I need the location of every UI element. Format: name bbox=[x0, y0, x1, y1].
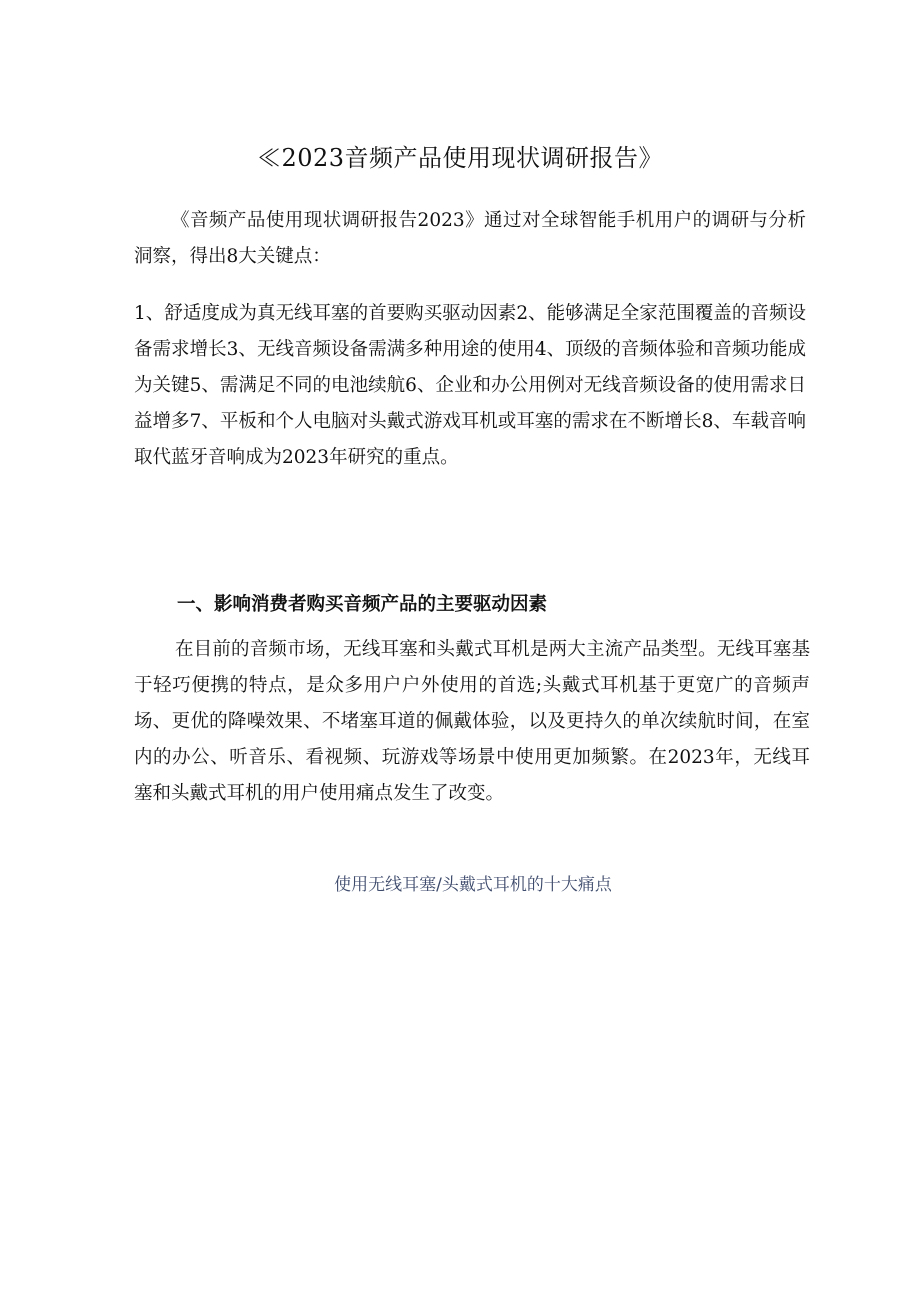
figure-caption: 使用无线耳塞/头戴式耳机的十大痛点 bbox=[334, 875, 612, 895]
key-points-paragraph: 1、舒适度成为真无线耳塞的首要购买驱动因素2、能够满足全家范围覆盖的音频设备需求增长3、无线音频设备需满多种用途的使用4、顶级的音频体验和音频功能成为关键5、需满足不同的电池续航6、企业和办公用例对无线音频设备的使用需求日益增多7、平板和个人电脑对头戴式游戏耳机或耳塞的需求在不断增长8、车载音响取代蓝牙音响成为2023年研究的重点。 bbox=[134, 303, 806, 468]
section-body-paragraph: 在目前的音频市场，无线耳塞和头戴式耳机是两大主流产品类型。无线耳塞基于轻巧便携的特点，是众多用户户外使用的首选;头戴式耳机基于更宽广的音频声场、更优的降噪效果、不堵塞耳道的佩戴体验，以及更持久的单次续航时间，在室内的办公、听音乐、看视频、玩游戏等场景中使用更加频繁。在2023年，无线耳塞和头戴式耳机的用户使用痛点发生了改变。 bbox=[134, 639, 810, 804]
document-title: ≪2023音频产品使用现状调研报告》 bbox=[256, 144, 664, 172]
section-heading: 一、影响消费者购买音频产品的主要驱动因素 bbox=[177, 594, 548, 615]
intro-paragraph: 《音频产品使用现状调研报告2023》通过对全球智能手机用户的调研与分析洞察，得出8大关键点： bbox=[134, 210, 806, 267]
